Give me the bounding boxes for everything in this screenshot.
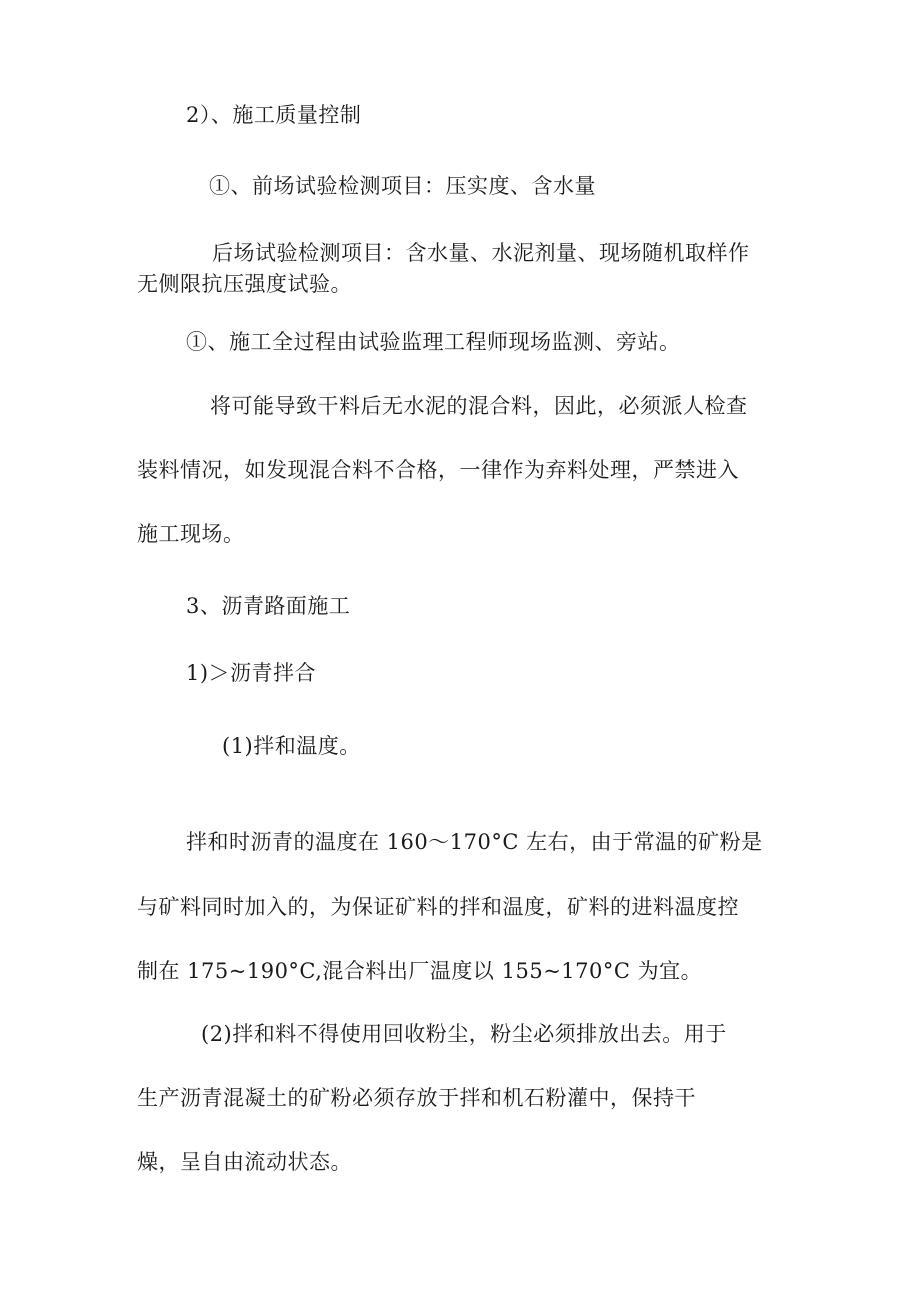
dust-paragraph-line-2: 生产沥青混凝土的矿粉必须存放于拌和机石粉灌中，保持干 (137, 1086, 696, 1110)
supervision-paragraph: ①、施工全过程由试验监理工程师现场监测、旁站。 (186, 330, 681, 354)
heading-asphalt-mixing: 1)＞沥青拌合 (186, 661, 317, 685)
front-test-items: ①、前场试验检测项目：压实度、含水量 (209, 174, 596, 198)
heading-quality-control: 2）、施工质量控制 (186, 103, 362, 127)
heading-asphalt-construction: 3、沥青路面施工 (186, 594, 351, 618)
rear-test-items-line-2: 无侧限抗压强度试验。 (137, 272, 352, 296)
temperature-paragraph-line-1: 拌和时沥青的温度在 160～170°C 左右，由于常温的矿粉是 (186, 830, 763, 854)
temperature-paragraph-line-3: 制在 175~190°C,混合料出厂温度以 155~170°C 为宜。 (137, 959, 703, 983)
dust-paragraph-line-3: 燥，呈自由流动状态。 (137, 1150, 352, 1174)
inspection-paragraph-line-2: 装料情况，如发现混合料不合格，一律作为弃料处理，严禁进入 (137, 458, 739, 482)
inspection-paragraph-line-1: 将可能导致干料后无水泥的混合料，因此，必须派人检查 (210, 394, 748, 418)
temperature-paragraph-line-2: 与矿料同时加入的，为保证矿料的拌和温度，矿料的进料温度控 (137, 895, 739, 919)
rear-test-items-line-1: 后场试验检测项目：含水量、水泥剂量、现场随机取样作 (212, 241, 750, 265)
heading-mixing-temperature: (1)拌和温度。 (222, 734, 361, 758)
inspection-paragraph-line-3: 施工现场。 (137, 522, 245, 546)
dust-paragraph-line-1: (2)拌和料不得使用回收粉尘，粉尘必须排放出去。用于 (201, 1022, 727, 1046)
